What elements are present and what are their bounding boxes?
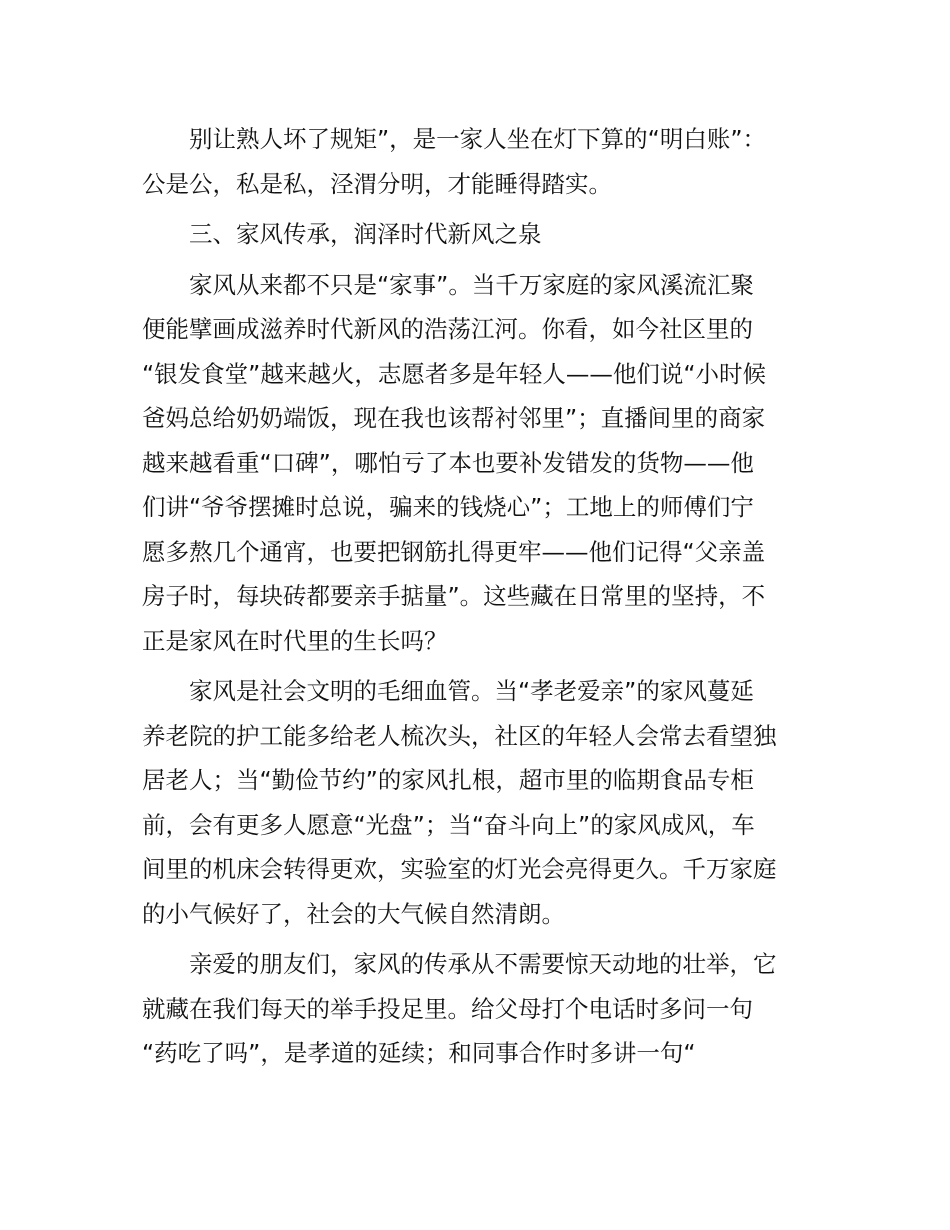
text-line: 亲爱的朋友们，家风的传承从不需要惊天动地的壮举，它 bbox=[189, 950, 777, 978]
text-line: 们讲“爷爷摆摊时总说，骗来的钱烧心”；工地上的师傅们宁 bbox=[142, 493, 754, 521]
text-line: 公是公，私是私，泾渭分明，才能睡得踏实。 bbox=[142, 169, 612, 198]
text-line: 愿多熬几个通宵，也要把钢筋扎得更牢——他们记得“父亲盖 bbox=[142, 537, 766, 566]
text-line: 便能擘画成滋养时代新风的浩荡江河。你看，如今社区里的 bbox=[142, 315, 753, 343]
text-line: 家风从来都不只是“家事”。当千万家庭的家风溪流汇聚 bbox=[189, 270, 754, 299]
paragraph-5 bbox=[142, 942, 812, 1076]
paragraph-3 bbox=[142, 263, 812, 664]
text-line: “药吃了吗”，是孝道的延续；和同事合作时多讲一句“ bbox=[142, 1039, 696, 1067]
text-line: 养老院的护工能多给老人梳次头，社区的年轻人会常去看望独 bbox=[142, 721, 777, 750]
section-heading bbox=[142, 212, 812, 257]
text-line: 三、家风传承，润泽时代新风之泉 bbox=[189, 220, 542, 248]
text-line: “银发食堂”越来越火，志愿者多是年轻人——他们说“小时候 bbox=[142, 359, 767, 388]
text-line: 居老人；当“勤俭节约”的家风扎根，超市里的临期食品专柜 bbox=[142, 766, 754, 794]
text-line: 房子时，每块砖都要亲手掂量”。这些藏在日常里的坚持，不 bbox=[142, 582, 766, 610]
paragraph-4 bbox=[142, 669, 812, 936]
document-body bbox=[142, 117, 812, 1082]
text-line: 前，会有更多人愿意“光盘”；当“奋斗向上”的家风成风，车 bbox=[142, 810, 755, 839]
text-line: 别让熟人坏了规矩”，是一家人坐在灯下算的“明白账”： bbox=[189, 125, 767, 153]
paragraph-1 bbox=[142, 117, 812, 206]
text-line: 的小气候好了，社会的大气候自然清朗。 bbox=[142, 899, 565, 928]
text-line: 家风是社会文明的毛细血管。当“孝老爱亲”的家风蔓延 bbox=[189, 677, 754, 705]
text-line: 正是家风在时代里的生长吗？ bbox=[142, 626, 448, 655]
text-line: 间里的机床会转得更欢，实验室的灯光会亮得更久。千万家庭 bbox=[142, 855, 777, 883]
text-line: 越来越看重“口碑”，哪怕亏了本也要补发错发的货物——他 bbox=[142, 448, 754, 477]
text-line: 爸妈总给奶奶端饭，现在我也该帮衬邻里”；直播间里的商家 bbox=[142, 404, 766, 432]
text-line: 就藏在我们每天的举手投足里。给父母打个电话时多问一句 bbox=[142, 994, 753, 1023]
